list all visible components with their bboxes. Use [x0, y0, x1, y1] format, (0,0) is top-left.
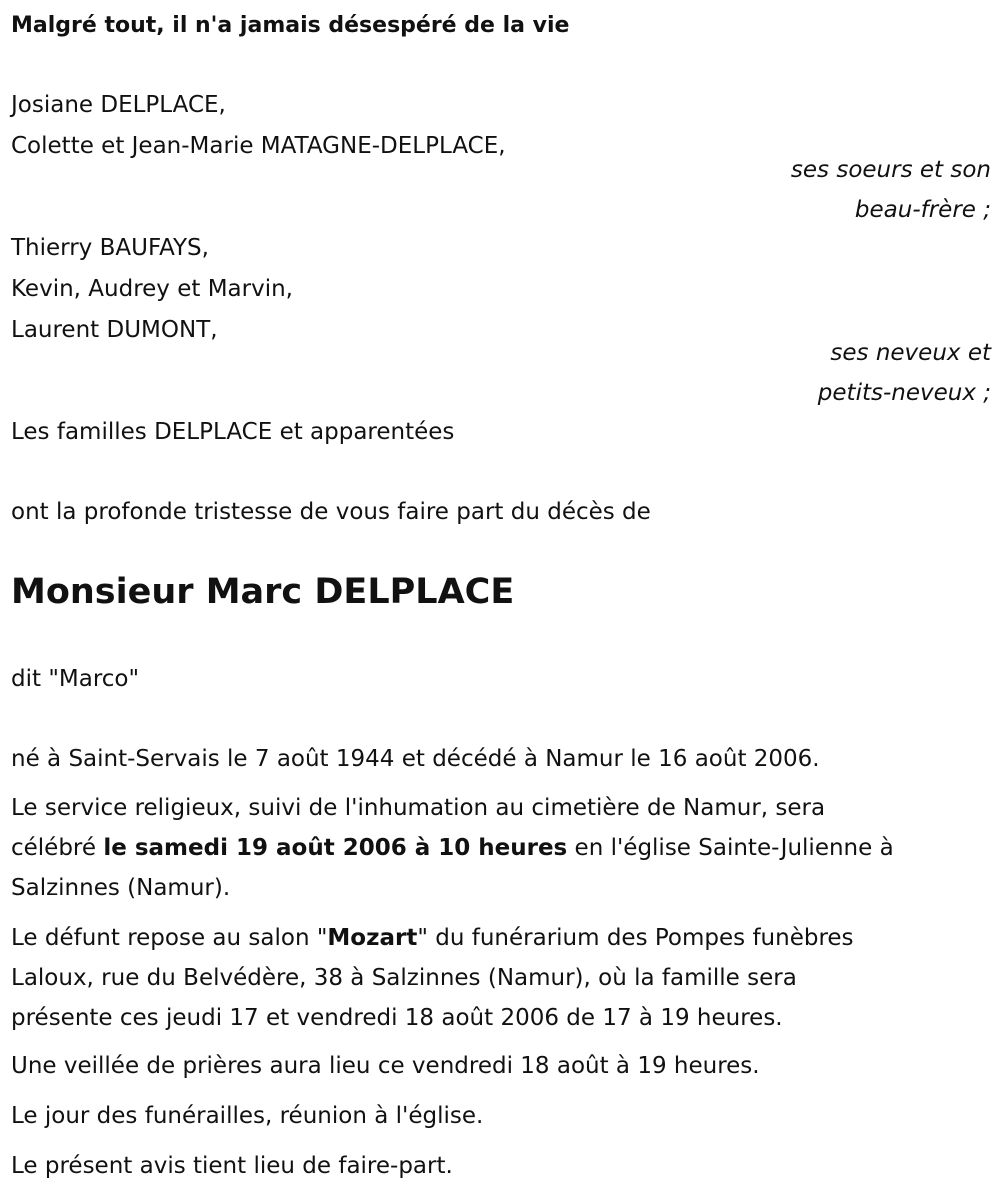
- obituary-notice: [11, 0, 991, 1202]
- family-name: Josiane DELPLACE,: [11, 92, 226, 118]
- service-text: Le service religieux, suivi de l'inhumation au cimetière de Namur, sera: [11, 795, 826, 821]
- relation-label: petits-neveux ;: [817, 380, 991, 406]
- rest-text-part: Le défunt repose au salon ": [11, 925, 328, 951]
- service-text: Salzinnes (Namur).: [11, 875, 231, 901]
- service-text-part: en l'église Sainte-Julienne à: [567, 835, 894, 861]
- notice-text: Le présent avis tient lieu de faire-part.: [11, 1153, 453, 1179]
- birth-death: né à Saint-Servais le 7 août 1944 et décédé à Namur le 16 août 2006.: [11, 746, 820, 772]
- rest-text: Laloux, rue du Belvédère, 38 à Salzinnes (Namur), où la famille sera: [11, 965, 797, 991]
- family-name: Laurent DUMONT,: [11, 317, 218, 343]
- relation-label: ses soeurs et son: [790, 157, 991, 183]
- family-name: Thierry BAUFAYS,: [11, 235, 209, 261]
- nickname: dit "Marco": [11, 666, 140, 692]
- rest-text: [11, 918, 854, 958]
- service-text: [11, 828, 894, 868]
- family-name: Kevin, Audrey et Marvin,: [11, 276, 293, 302]
- rest-text: présente ces jeudi 17 et vendredi 18 août 2006 de 17 à 19 heures.: [11, 1005, 783, 1031]
- funeral-day-text: Le jour des funérailles, réunion à l'église.: [11, 1103, 484, 1129]
- families-line: Les familles DELPLACE et apparentées: [11, 419, 455, 445]
- motto: Malgré tout, il n'a jamais désespéré de la vie: [11, 13, 570, 38]
- family-name: Colette et Jean-Marie MATAGNE-DELPLACE,: [11, 133, 506, 159]
- relation-label: beau-frère ;: [854, 197, 991, 223]
- salon-name: Mozart: [327, 925, 418, 951]
- rest-text-part: " du funérarium des Pompes funèbres: [417, 925, 854, 951]
- vigil-text: Une veillée de prières aura lieu ce vendredi 18 août à 19 heures.: [11, 1053, 760, 1079]
- announcement: ont la profonde tristesse de vous faire part du décès de: [11, 499, 651, 525]
- service-text-part: célébré: [11, 835, 104, 861]
- relation-label: ses neveux et: [830, 340, 991, 366]
- service-date: le samedi 19 août 2006 à 10 heures: [103, 835, 568, 861]
- deceased-name: Monsieur Marc DELPLACE: [11, 572, 515, 612]
